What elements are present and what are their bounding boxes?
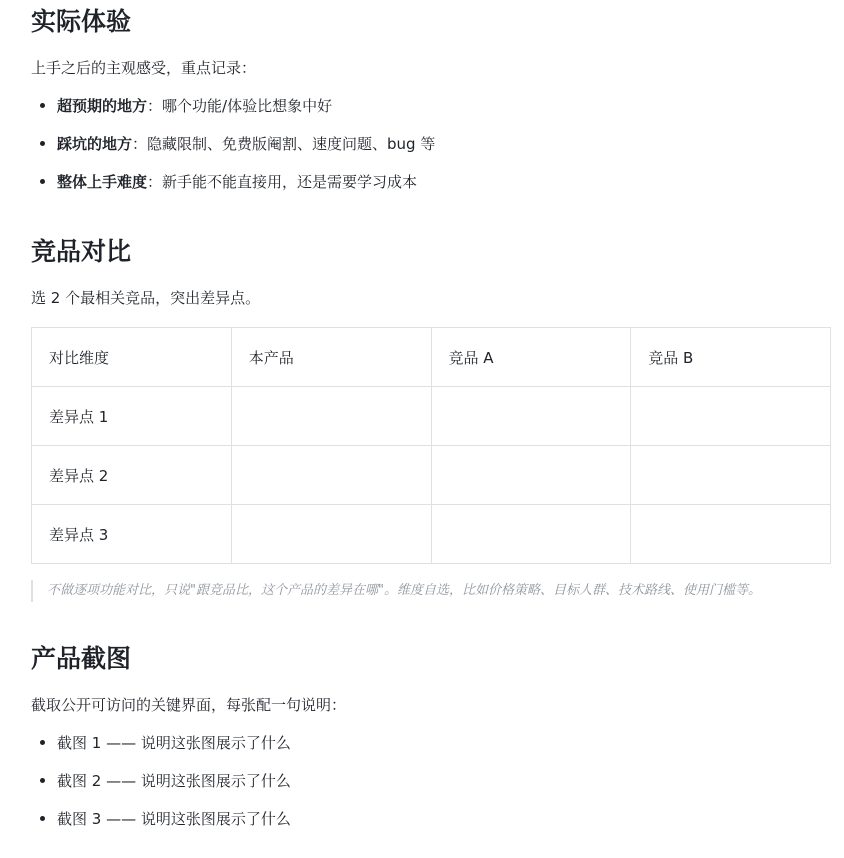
table-cell[interactable] xyxy=(231,446,431,505)
list-item-bold: 超预期的地方 xyxy=(57,97,148,115)
list-item xyxy=(31,163,831,201)
table-cell[interactable] xyxy=(431,505,631,564)
table-cell[interactable] xyxy=(231,505,431,564)
comparison-note: 不做逐项功能对比，只说"跟竞品比，这个产品的差异在哪"。维度自选，比如价格策略、目标人群、技术路线、使用门槛等。 xyxy=(31,580,761,602)
list-item xyxy=(31,125,831,163)
heading-product-screenshots: 产品截图 xyxy=(31,644,132,673)
table-cell[interactable] xyxy=(631,446,831,505)
table-header-row xyxy=(32,328,831,387)
table-header-cell[interactable]: 竞品 B xyxy=(631,328,831,387)
list-item xyxy=(31,87,831,125)
list-item-text: ：哪个功能/体验比想象中好 xyxy=(147,97,333,115)
screenshot-list xyxy=(31,724,831,838)
table-header-cell[interactable]: 竞品 A xyxy=(431,328,631,387)
list-item: 截图 1 —— 说明这张图展示了什么 xyxy=(31,724,831,762)
list-item-text: ：隐藏限制、免费版阉割、速度问题、bug 等 xyxy=(132,135,436,153)
list-item-bold: 整体上手难度 xyxy=(57,173,148,191)
table-cell[interactable] xyxy=(631,505,831,564)
section2-intro: 选 2 个最相关竞品，突出差异点。 xyxy=(31,289,261,307)
table-cell[interactable] xyxy=(631,387,831,446)
section3-intro: 截取公开可访问的关键界面，每张配一句说明： xyxy=(31,696,347,714)
table-row xyxy=(32,505,831,564)
table-cell[interactable] xyxy=(231,387,431,446)
table-header-cell[interactable]: 本产品 xyxy=(231,328,431,387)
table-row xyxy=(32,446,831,505)
table-row xyxy=(32,387,831,446)
list-item: 截图 2 —— 说明这张图展示了什么 xyxy=(31,762,831,800)
section1-intro: 上手之后的主观感受，重点记录： xyxy=(31,59,257,77)
heading-competitor-comparison: 竞品对比 xyxy=(31,237,132,266)
list-item-text: ：新手能不能直接用，还是需要学习成本 xyxy=(147,173,418,191)
table-cell[interactable]: 差异点 2 xyxy=(32,446,232,505)
list-item-bold: 踩坑的地方 xyxy=(57,135,133,153)
table-cell[interactable] xyxy=(431,446,631,505)
list-item: 截图 3 —— 说明这张图展示了什么 xyxy=(31,800,831,838)
table-cell[interactable]: 差异点 3 xyxy=(32,505,232,564)
heading-actual-experience: 实际体验 xyxy=(31,7,132,36)
comparison-table xyxy=(31,327,831,564)
table-cell[interactable] xyxy=(431,387,631,446)
experience-list xyxy=(31,87,831,201)
table-header-cell[interactable]: 对比维度 xyxy=(32,328,232,387)
table-cell[interactable]: 差异点 1 xyxy=(32,387,232,446)
